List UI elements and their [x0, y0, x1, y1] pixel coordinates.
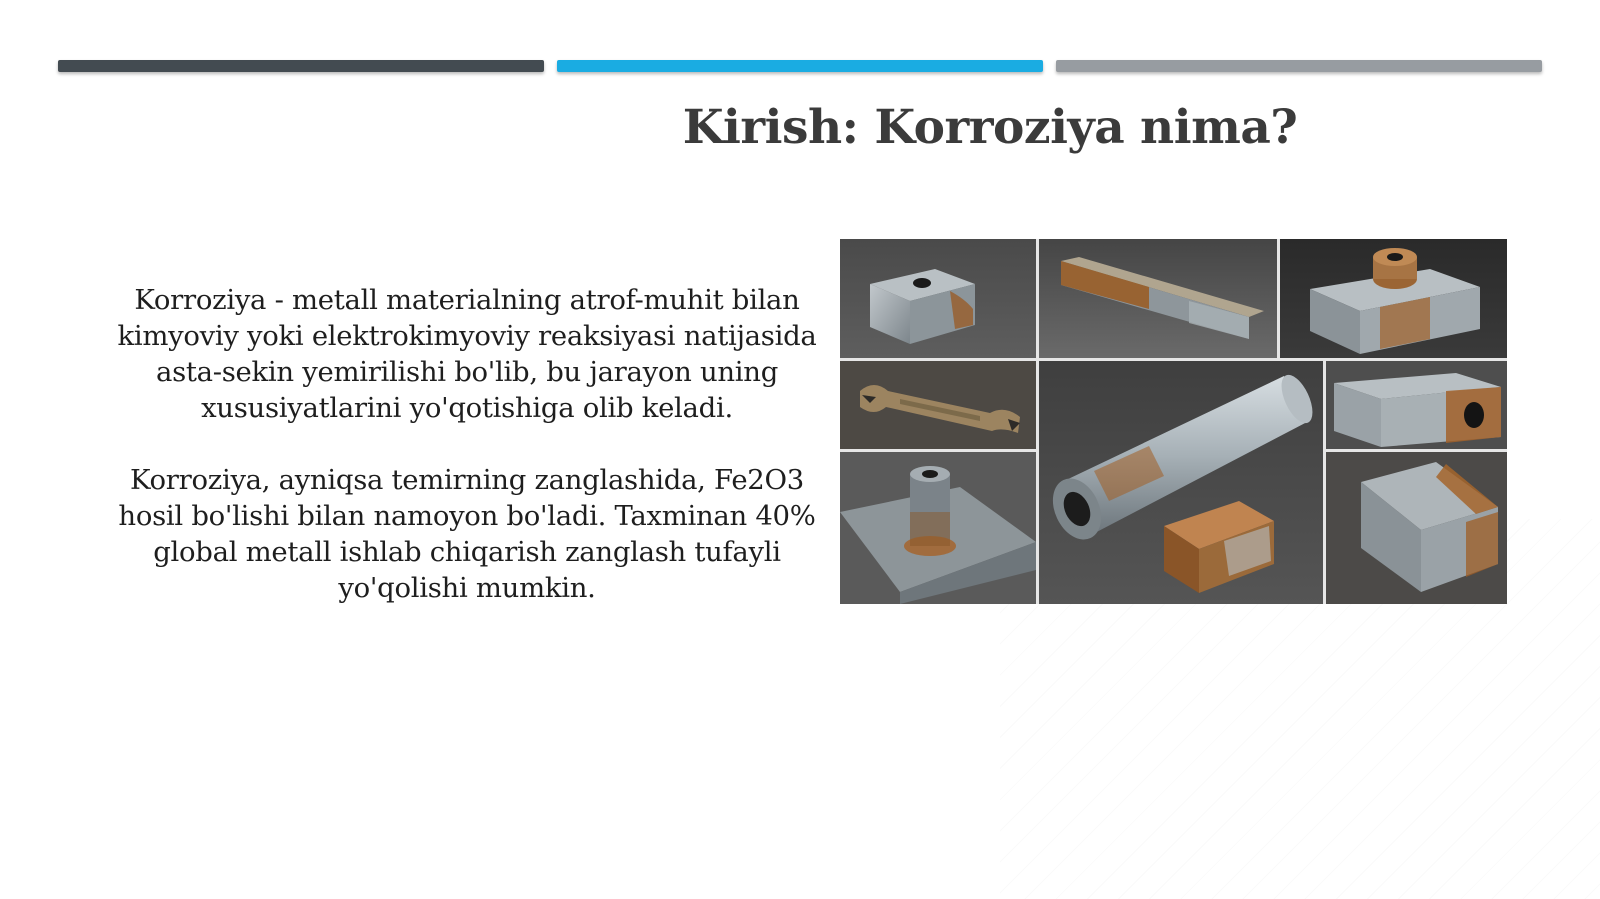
photo-block-with-end-hole	[1326, 361, 1507, 449]
paragraph-rust-fact: Korroziya, ayniqsa temirning zanglashida, Fe2O3 hosil bo'lishi bilan namoyon bo'ladi. Taxminan 40% global metall ishlab chiqarish zanglash tufayli yo'qolishi mumkin.	[118, 464, 816, 604]
corroded-metal-photo-collage	[840, 239, 1507, 604]
accent-bars	[58, 60, 1542, 74]
slide-body	[108, 282, 826, 606]
photo-plate-with-cylinder	[840, 452, 1036, 604]
photo-rusty-pipe-and-block	[1039, 361, 1323, 604]
accent-bar-gray	[1056, 60, 1542, 72]
accent-bar-blue	[557, 60, 1043, 72]
paragraph-definition: Korroziya - metall materialning atrof-muhit bilan kimyoviy yoki elektrokimyoviy reaksiyasi natijasida asta-sekin yemirilishi bo'lib, bu jarayon uning xususiyatlarini yo'qotishiga olib keladi.	[117, 284, 817, 424]
slide-title: Kirish: Korroziya nima?	[682, 100, 1298, 155]
photo-block-with-boss	[1280, 239, 1507, 358]
accent-bar-dark	[58, 60, 544, 72]
photo-rusty-flat-bar	[1039, 239, 1277, 358]
photo-rusty-wrench	[840, 361, 1036, 449]
photo-rusty-block-with-hole	[840, 239, 1036, 358]
photo-wedge-block	[1326, 452, 1507, 604]
